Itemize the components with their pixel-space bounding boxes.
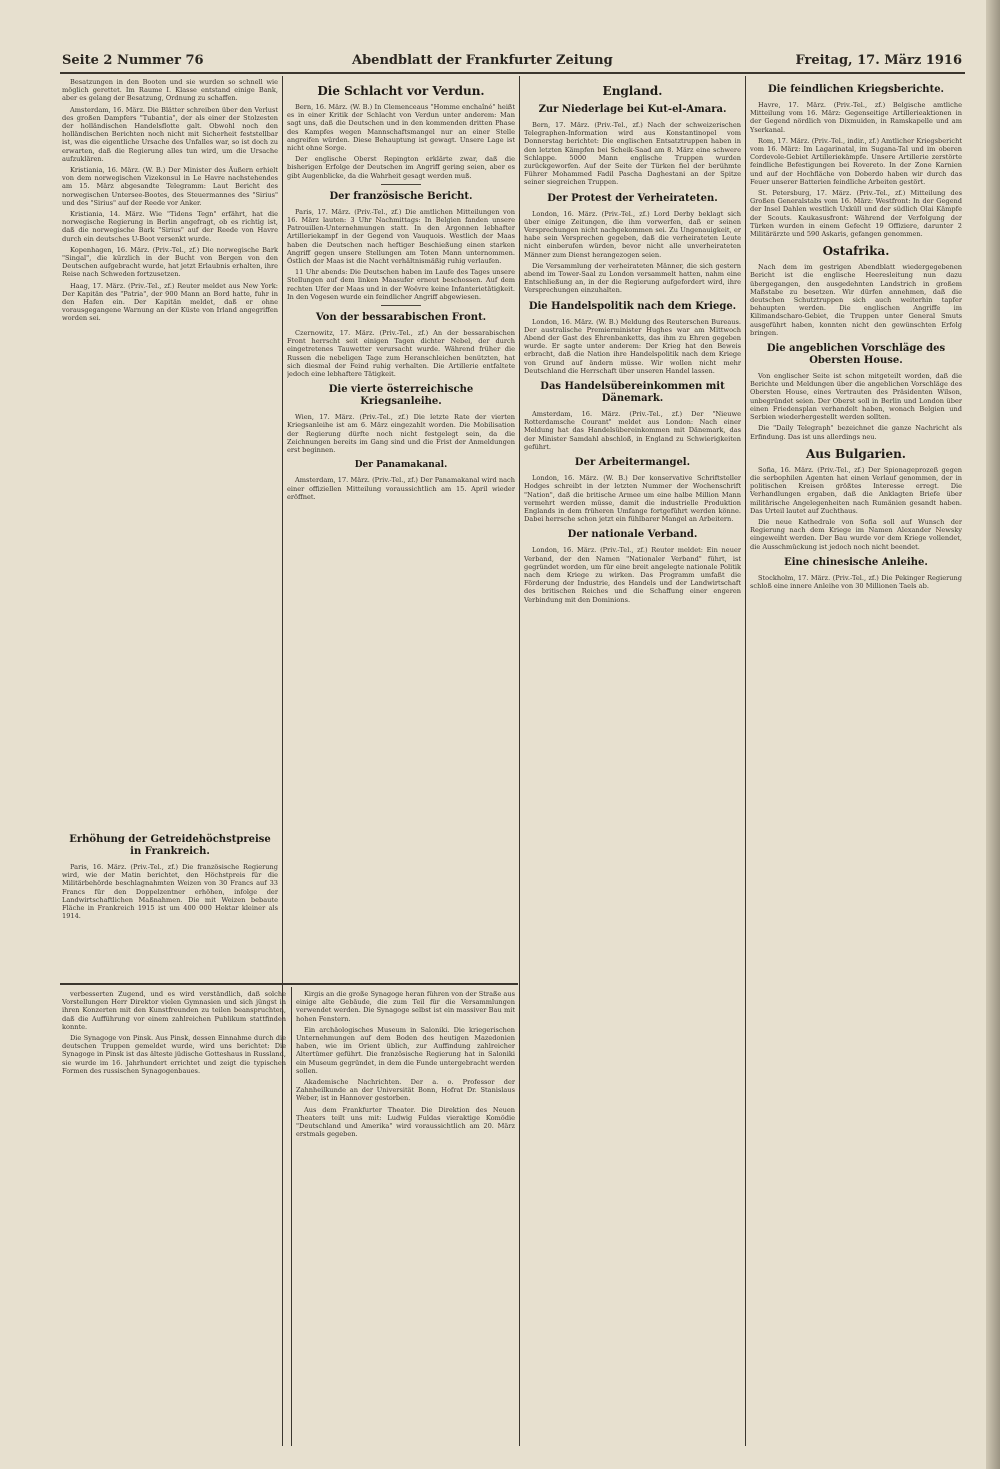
headline-enemy-war-reports: Die feindlichen Kriegsberichte.: [767, 84, 945, 95]
feuilleton-paragraph: Ein archäologisches Museum in Saloniki. Die kriegerischen Unternehmungen auf dem Boden des heutigen Mazedonien haben, wie im Orient üblich, zur Auffindung zahlreicher Altertümer geführt. Die französische Regierung hat in Saloniki ein Museum gegründet, in dem die Funde untergebracht werden sollen.: [296, 1025, 515, 1075]
feuilleton-rule: [60, 983, 518, 985]
article-paragraph: 11 Uhr abends: Die Deutschen haben im Laufe des Tages unsere Stellungen auf dem linken Maasufer erneut beschossen. Auf dem rechten Ufer der Maas und in der Woëvre keine Infanterietätigkeit. In den Vogesen wurde ein feindlicher Angriff abgewiesen.: [287, 268, 515, 301]
article-paragraph: Bern, 16. März. (W. B.) In Clemenceaus "Homme enchaîné" heißt es in einer Kritik der Schlacht von Verdun unter anderem: Man sagt uns, daß die Deutschen und in den kommenden dritten Phase des Kampfes wegen Mannschaftsmangel nur an einer Stelle angreifen würden. Diese Behauptung ist gewagt. Unsere Lage ist nicht ohne Sorge.: [287, 103, 515, 153]
headline-austrian-war-loan: Die vierte österreichische Kriegsanleihe.: [328, 384, 474, 408]
separator: [381, 305, 421, 306]
headline-bessarabian-front: Von der bessarabischen Front.: [315, 312, 487, 324]
newspaper-title: Abendblatt der Frankfurter Zeitung: [352, 53, 613, 68]
article-paragraph: Amsterdam, 17. März. (Priv.-Tel., zf.) Der Panamakanal wird nach einer offiziellen Mitteilung voraussichtlich am 15. April wieder eröffnet.: [287, 476, 515, 501]
article-paragraph: Die "Daily Telegraph" bezeichnet die ganze Nachricht als Erfindung. Das ist uns allerdings neu.: [750, 424, 962, 441]
article-paragraph: Kristiania, 14. März. Wie "Tidens Tegn" erfährt, hat die norwegische Regierung in Berlin angefragt, ob es richtig ist, daß die norwegische Bark "Sirius" auf der Reede von Havre durch ein deutsches U-Boot versenkt wurde.: [62, 210, 278, 243]
column-1-news: [62, 78, 278, 718]
article-paragraph: Wien, 17. März. (Priv.-Tel., zf.) Die letzte Rate der vierten Kriegsanleihe ist am 6. März eingezahlt worden. Die Mobilisation der Regierung dürfte noch nicht festgelegt sein, da die Zeichnungen bereits im Gang sind und die Frist der Anmeldungen erst beginnen.: [287, 413, 515, 455]
article-paragraph: London, 16. März. (W. B.) Der konservative Schriftsteller Hodges schreibt in der letzten Nummer der Wochenschrift "Nation", daß die britische Armee um eine halbe Million Mann vermehrt werden müsse, damit die industrielle Produktion Englands in dem früheren Umfange fortgeführt werden könne. Dabei herrsche schon jetzt ein fühlbarer Mangel an Arbeitern.: [524, 474, 741, 524]
page-number: Seite 2 Nummer 76: [62, 53, 204, 68]
column-rule-3: [745, 76, 746, 1446]
article-paragraph: Paris, 17. März. (Priv.-Tel., zf.) Die amtlichen Mitteilungen von 16. März lauten: 3 Uhr Nachmittags: In Belgien fanden unsere Patrouillen-Unternehmungen statt. In den Argonnen lebhafter Artilleriekampf in der Gegend von Vauquois. Westlich der Maas haben die Deutschen nach heftiger Beschießung einen starken Angriff gegen unsere Stellungen am Toten Mann unternommen. Östlich der Maas ist die Nacht verhältnismäßig ruhig verlaufen.: [287, 207, 515, 266]
article-paragraph: Kristiania, 16. März. (W. B.) Der Minister des Äußern erhielt von dem norwegischen Vizekonsul in Le Havre nachstehendes am 15. März abgesandte Telegramm: Laut Bericht des norwegischen Untersee-Bootes, des Steuermannes des "Sirius" und des "Sirius" auf der Reede vor Anker.: [62, 166, 278, 207]
column-2-verdun: [287, 78, 515, 978]
article-paragraph: Kopenhagen, 16. März. (Priv.-Tel., zf.) Die norwegische Bark "Singal", die kürzlich in der Bucht von Bergen von den Deutschen aufgebracht wurde, hat jetzt Erlaubnis erhalten, ihre Reise nach Schweden fortzusetzen.: [62, 245, 278, 279]
article-paragraph: London, 16. März. (Priv.-Tel., zf.) Lord Derby beklagt sich über einige Zeitungen, die ihm vorwerfen, daß er seinen Versprechungen nicht nachgekommen sei. Zu Ungenauigkeit, er habe sein Versprechen gegeben, daß die verheirateten Leute nicht einberufen würden, bevor nicht alle unverheirateten Männer zum Dienst herangezogen seien.: [524, 209, 741, 259]
article-paragraph: St. Petersburg, 17. März. (Priv.-Tel., zf.) Mitteilung des Großen Generalstabs vom 16. März: Westfront: In der Gegend der Insel Dahlen westlich Uxküll und der südlich Olai Kämpfe der Scouts. Kaukasusfront: Während der Verfolgung der Türken wurden in einem Gefecht 19 Offiziere, darunter 2 Militärärzte und 590 Askaris, gefangen genommen.: [750, 189, 962, 239]
headline-verdun: Die Schlacht vor Verdun.: [317, 84, 485, 98]
feuilleton-paragraph: Die Synagoge von Pinsk. Aus Pinsk, dessen Einnahme durch die deutschen Truppen gemeldet wurde, wird uns berichtet: Die Synagoge in Pinsk ist das älteste jüdische Gotteshaus in Russland, sie wurde im 16. Jahrhundert errichtet und zeigt die typischen Formen des russischen Synagogenbaues.: [62, 1034, 286, 1075]
article-paragraph: Besatzungen in den Booten und sie wurden so schnell wie möglich gerettet. Im Raume I. Klasse entstand einige Bank, aber es gelang der Besatzung, Ordnung zu schaffen.: [62, 78, 278, 103]
column-rule-2: [519, 76, 520, 1446]
headline-national-union: Der nationale Verband.: [567, 529, 698, 541]
column-1-grain-prices: [62, 828, 278, 978]
headline-denmark-agreement: Das Handelsübereinkommen mit Dänemark.: [540, 381, 725, 405]
article-paragraph: Stockholm, 17. März. (Priv.-Tel., zf.) Die Pekinger Regierung schloß eine innere Anleihe von 30 Millionen Taels ab.: [750, 573, 962, 590]
feuilleton-left: [62, 990, 286, 1442]
article-paragraph: Die Versammlung der verheirateten Männer, die sich gestern abend im Tower-Saal zu London versammelt hatten, nahm eine Entschließung an, in der die Regierung aufgefordert wird, ihre Versprechungen einzuhalten.: [524, 261, 741, 295]
headline-kut-el-amara: Zur Niederlage bei Kut-el-Amara.: [538, 104, 727, 115]
feuilleton-paragraph: verbesserten Zugend, und es wird verständlich, daß solche Vorstellungen Herr Direktor vielen Gymnasien und sich jüngst in ihren Konzerten mit den Kunstfreunden zu teilen beanspruchten, daß die Aufführung vor einem zahlreichen Publikum stattfinden konnte.: [62, 990, 286, 1031]
article-paragraph: Paris, 16. März. (Priv.-Tel., zf.) Die französische Regierung wird, wie der Matin berichtet, den Höchstpreis für die Militärbehörde beschlagnahmten Weizen von 30 Francs auf 33 Francs für den Doppelzentner erhöhen, infolge der Landwirtschaftlichen Maßnahmen. Die mit Weizen bebaute Fläche in Frankreich 1915 ist um 400 000 Hektar kleiner als 1914.: [62, 863, 278, 921]
article-paragraph: Nach dem im gestrigen Abendblatt wiedergegebenen Bericht ist die englische Heeresleitung nun dazu übergegangen, den ausgedehnten Landstrich in großem Maßstabe zu besetzen. Wir dürfen annehmen, daß die deutschen Schutztruppen sich auch weiterhin tapfer behaupten werden. Die englischen Angriffe im Kilimandscharo-Gebiet, die Truppen unter General Smuts ausgeführt haben, konnten nicht den gewünschten Erfolg bringen.: [750, 263, 962, 337]
article-paragraph: Haag, 17. März. (Priv.-Tel., zf.) Reuter meldet aus New York: Der Kapitän des "Patria", der 900 Mann an Bord hatte, fuhr in den Hafen ein. Der Kapitän meldet, daß er ohne vorausgegangene Warnung an der Küste von Irland angegriffen worden sei.: [62, 281, 278, 323]
separator: [381, 184, 421, 185]
article-paragraph: Von englischer Seite ist schon mitgeteilt worden, daß die Berichte und Meldungen über die angeblichen Vorschläge des Obersten House, eines Vertrauten des Präsidenten Wilson, unbegründet seien. Der Oberst soll in Berlin und London über einen Friedensplan verhandelt haben, wonach Belgien und Serbien wiederhergestellt werden sollten.: [750, 372, 962, 422]
headline-trade-policy: Die Handelspolitik nach dem Kriege.: [528, 300, 737, 312]
masthead-rule: [60, 72, 965, 74]
masthead: [62, 50, 962, 72]
article-paragraph: Die neue Kathedrale von Sofia soll auf Wunsch der Regierung nach dem Kriege im Namen Alexander Newsky eingeweiht werden. Der Bau wurde vor dem Kriege vollendet, die Ausschmückung ist jedoch noch nicht beendet.: [750, 517, 962, 551]
headline-grain-prices: Erhöhung der Getreidehöchstpreise in Frankreich.: [69, 834, 271, 857]
feuilleton-paragraph: Aus dem Frankfurter Theater. Die Direktion des Neuen Theaters teilt uns mit: Ludwig Fuldas vieraktige Komödie "Deutschland und Amerika" wird voraussichtlich am 20. März erstmals gegeben.: [296, 1105, 515, 1139]
headline-chinese-loan: Eine chinesische Anleihe.: [784, 556, 928, 568]
headline-colonel-house: Die angeblichen Vorschläge des Obersten House.: [766, 343, 946, 367]
feuilleton-paragraph: Kirgis an die große Synagoge heran führen von der Straße aus einige alte Gebäude, die zum Teil für die Versammlungen verwendet werden. Die Synagoge selbst ist ein massiver Bau mit hohen Fenstern.: [296, 990, 515, 1023]
headline-bulgaria: Aus Bulgarien.: [806, 446, 906, 461]
feuilleton-middle: [296, 990, 515, 1442]
article-paragraph: London, 16. März. (W. B.) Meldung des Reuterschen Bureaus. Der australische Premierminister Hughes war am Mittwoch Abend der Gast des Ehrenbanketts, das ihm zu Ehren gegeben wurde. Er sagte unter anderem: Der Krieg hat den Beweis erbracht, daß die Nation ihre Handelspolitik nach dem Kriege von Grund auf ändern müsse. Wir wollen nicht mehr Deutschland die Herrschaft über unseren Handel lassen.: [524, 317, 741, 375]
headline-england: England.: [602, 84, 663, 98]
feuilleton-column-rule: [291, 987, 292, 1446]
column-4-war-reports: [750, 78, 962, 1443]
article-paragraph: Havre, 17. März. (Priv.-Tel., zf.) Belgische amtliche Mitteilung vom 16. März: Gegenseitige Artillerieaktionen in der Gegend nördlich von Dixmuiden, in Ramskapelle und am Yserkanal.: [750, 101, 962, 134]
article-paragraph: Rom, 17. März. (Priv.-Tel., indir., zf.) Amtlicher Kriegsbericht vom 16. März: Im Lagarinatal, im Sugana-Tal und im oberen Cordevole-Gebiet Artilleriekämpfe. Unsere Artillerie zerstörte feindliche Befestigungen bei Rovereto. In der Zone Karnien und auf der Hochfläche von Doberdo haben wir durch das Feuer unserer Batterien feindliche Arbeiten gestört.: [750, 136, 962, 186]
headline-labour-shortage: Der Arbeitermangel.: [574, 457, 691, 469]
issue-date: Freitag, 17. März 1916: [795, 53, 962, 68]
headline-married-protest: Der Protest der Verheirateten.: [547, 192, 718, 204]
headline-east-africa: Ostafrika.: [822, 244, 890, 259]
article-paragraph: Sofia, 16. März. (Priv.-Tel., zf.) Der Spionageprozeß gegen die serbophilen Agenten hat einen Verlauf genommen, der in politischen Kreisen größtes Interesse erregt. Die Verhandlungen ergaben, daß die Anklagten Briefe über militärische Angelegenheiten nach Rumänien gesandt haben. Das Urteil lautet auf Zuchthaus.: [750, 465, 962, 515]
headline-panama-canal: Der Panamakanal.: [354, 460, 448, 471]
article-paragraph: Amsterdam, 16. März. (Priv.-Tel., zf.) Der "Nieuwe Rotterdamsche Courant" meldet aus London: Nach einer Meldung hat das Handelsübereinkommen mit Dänemark, das der Minister Samdahl abschloß, in England zu Schwierigkeiten geführt.: [524, 410, 741, 451]
article-paragraph: Amsterdam, 16. März. Die Blätter schreiben über den Verlust des großen Dampfers "Tubantia", der als einer der Stolzesten der holländischen Handelsflotte galt. Obwohl noch den holländischen Berichten noch nicht mit Sicherheit feststellbar ist, was die eigentliche Ursache des Unfalles war, so ist doch zu erwarten, daß die Regierung alles tun wird, um die Ursache aufzuklären.: [62, 105, 278, 163]
article-paragraph: Bern, 17. März. (Priv.-Tel., zf.) Nach der schweizerischen Telegraphen-Information wird aus Konstantinopel vom Donnerstag berichtet: Die englischen Entsatztruppen haben in den letzten Kämpfen bei Scheik-Saad am 8. März eine schwere Schlappe. 5000 Mann englische Truppen wurden zurückgeworfen. Auf der Seite der Türken fiel der berühmte Führer Mohammed Fadil Pascha Daghestani an der Spitze seiner siegreichen Truppen.: [524, 121, 741, 187]
article-paragraph: Der englische Oberst Repington erklärte zwar, daß die bisherigen Erfolge der Deutschen im Angriff gering seien, aber es gibt Augenblicke, da die Wahrheit gesagt werden muß.: [287, 155, 515, 180]
headline-french-report: Der französische Bericht.: [329, 190, 473, 202]
article-paragraph: London, 16. März. (Priv.-Tel., zf.) Reuter meldet: Ein neuer Verband, der den Namen "Nationaler Verband" führt, ist gegründet worden, um für eine breit angelegte nationale Politik nach dem Kriege zu wirken. Das Programm umfaßt die Förderung der Industrie, des Handels und der Landwirtschaft des britischen Reiches und die Schaffung einer engeren Verbindung mit den Dominions.: [524, 546, 741, 604]
feuilleton-paragraph: Akademische Nachrichten. Der a. o. Professor der Zahnheilkunde an der Universität Bonn, Hofrat Dr. Stanislaus Weber, ist in Hannover gestorben.: [296, 1078, 515, 1103]
article-paragraph: Czernowitz, 17. März. (Priv.-Tel., zf.) An der bessarabischen Front herrscht seit einigen Tagen dichter Nebel, der durch eingetretenes Tauwetter verursacht wurde. Während früher die Russen die nebeligen Tage zum Heranschleichen benützten, hat sich diesmal der Feind ruhig verhalten. Die Artillerie entfaltete jedoch eine lebhaftere Tätigkeit.: [287, 329, 515, 379]
column-3-england: [524, 78, 741, 1443]
